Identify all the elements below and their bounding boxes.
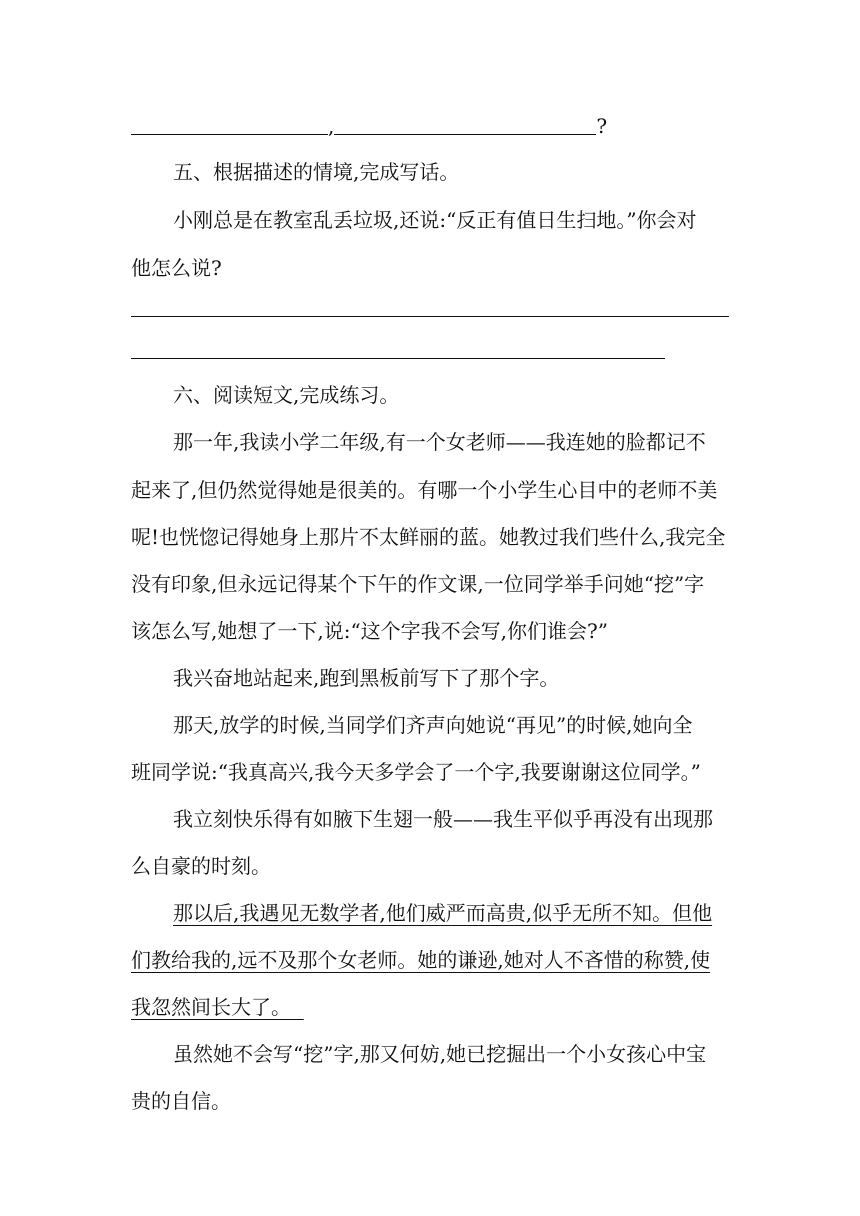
passage-line: 那天,放学的时候,当同学们齐声向她说“再见”的时候,她向全 xyxy=(173,713,693,737)
passage-line: 虽然她不会写“挖”字,那又何妨,她已挖掘出一个小女孩心中宝 xyxy=(173,1042,707,1066)
section5-prompt-line1: 小刚总是在教室乱丢垃圾,还说:“反正有值日生扫地。”你会对 xyxy=(173,208,697,232)
answer-blank-1[interactable] xyxy=(131,110,328,135)
section5-heading: 五、根据描述的情境,完成写话。 xyxy=(173,160,460,184)
question-mark: ? xyxy=(596,114,608,138)
passage-line: 么自豪的时刻。 xyxy=(131,854,271,878)
underlined-passage-line xyxy=(131,891,729,935)
underlined-passage-line xyxy=(131,985,729,1029)
underline-tail xyxy=(291,995,304,1019)
passage-line: 我兴奋地站起来,跑到黑板前写下了那个字。 xyxy=(173,666,560,690)
section5-prompt-line2: 他怎么说? xyxy=(131,256,222,280)
passage-line: 班同学说:“我真高兴,我今天多学会了一个字,我要谢谢这位同学。” xyxy=(131,760,701,784)
passage-line: 没有印象,但永远记得某个下午的作文课,一位同学举手问她“挖”字 xyxy=(131,572,705,596)
underlined-text: 那以后,我遇见无数学者,他们威严而高贵,似乎无所不知。但他 xyxy=(173,901,713,925)
answer-blank-2[interactable] xyxy=(334,110,596,135)
fill-in-line xyxy=(131,104,729,148)
underlined-passage-line xyxy=(131,938,729,982)
passage-line: 呢!也恍惚记得她身上那片不太鲜丽的蓝。她教过我们些什么,我完全 xyxy=(131,525,726,549)
writing-line-1[interactable] xyxy=(131,316,729,317)
passage-line: 贵的自信。 xyxy=(131,1089,231,1113)
passage-line: 该怎么写,她想了一下,说:“这个字我不会写,你们谁会?” xyxy=(131,619,608,643)
passage-line: 那一年,我读小学二年级,有一个女老师——我连她的脸都记不 xyxy=(173,430,706,454)
writing-line-2[interactable] xyxy=(131,358,665,359)
passage-line: 我立刻快乐得有如腋下生翅一般——我生平似乎再没有出现那 xyxy=(173,807,713,831)
underlined-text: 们教给我的,远不及那个女老师。她的谦逊,她对人不吝惜的称赞,使 xyxy=(131,948,711,972)
section6-heading: 六、阅读短文,完成练习。 xyxy=(173,383,400,407)
passage-line: 起来了,但仍然觉得她是很美的。有哪一个小学生心目中的老师不美 xyxy=(131,478,718,502)
comma: , xyxy=(328,114,335,138)
underlined-text: 我忽然间长大了。 xyxy=(131,995,291,1019)
